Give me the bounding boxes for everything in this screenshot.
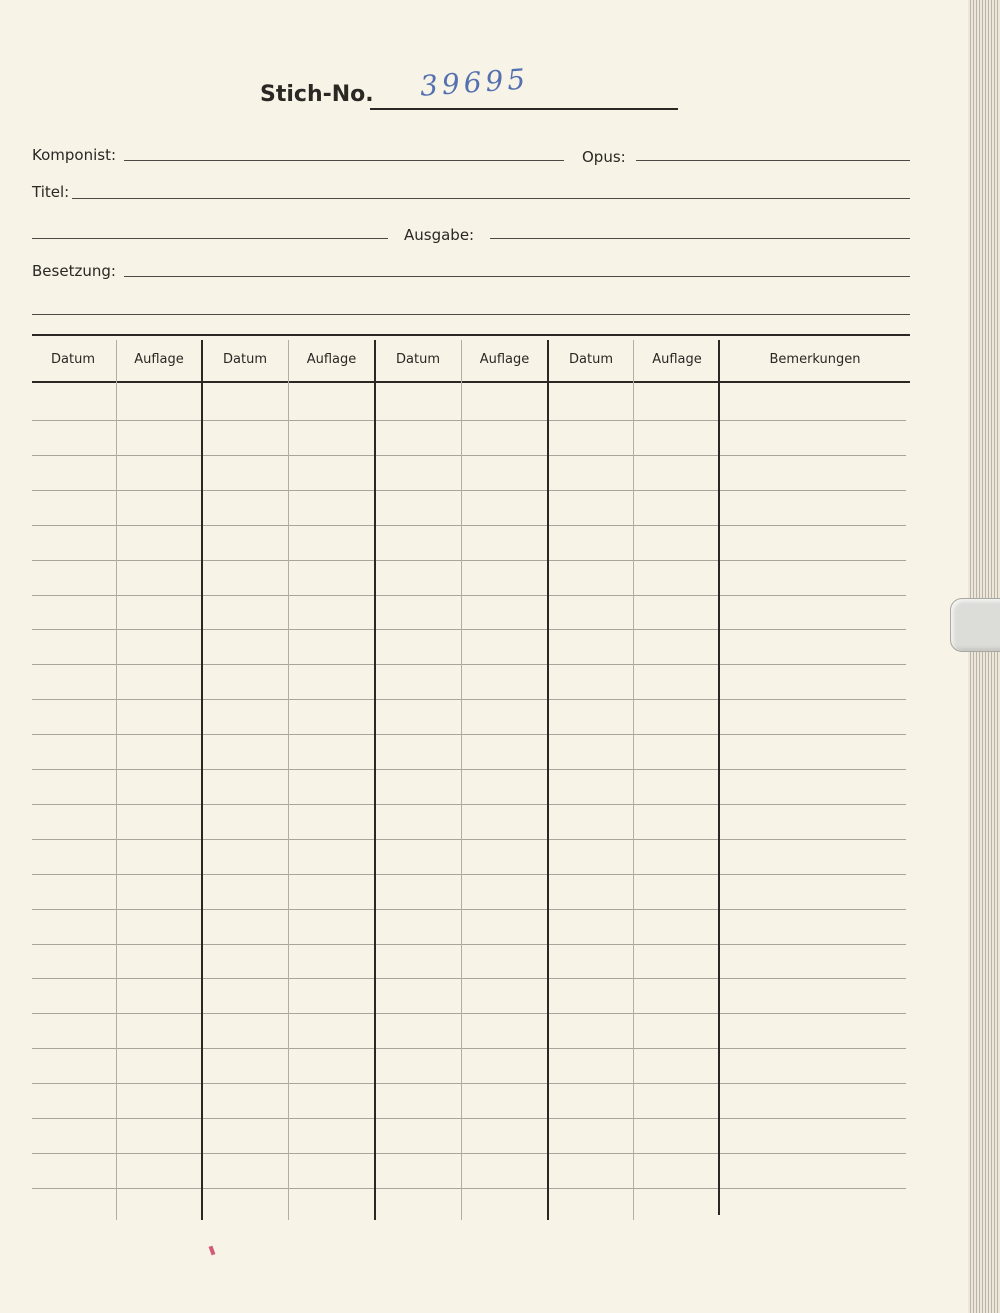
column-header-auflage-1: Auflage: [134, 352, 184, 367]
ausgabe-line: [490, 238, 910, 239]
column-divider: [633, 340, 634, 1220]
table-row-rule: [32, 874, 906, 875]
titel-continuation-line: [32, 238, 388, 239]
table-row-rule: [32, 769, 906, 770]
ausgabe-label: Ausgabe:: [404, 226, 475, 244]
table-row-rule: [32, 1048, 906, 1049]
besetzung-continuation-line: [32, 314, 910, 315]
column-header-auflage-3: Auflage: [479, 352, 530, 367]
opus-label: Opus:: [582, 148, 626, 166]
table-row-rule: [32, 420, 906, 421]
column-header-datum-4: Datum: [569, 352, 613, 367]
table-row-rule: [32, 595, 906, 596]
column-header-auflage-2: Auflage: [306, 352, 357, 367]
column-divider: [288, 340, 289, 1220]
column-divider: [116, 340, 117, 1220]
stich-no-label: Stich-No.: [260, 82, 374, 107]
table-row-rule: [32, 525, 906, 526]
besetzung-label: Besetzung:: [32, 262, 116, 280]
komponist-line: [124, 160, 564, 161]
table-row-rule: [32, 699, 906, 700]
komponist-label: Komponist:: [32, 146, 117, 164]
column-divider: [461, 340, 462, 1220]
opus-line: [636, 160, 910, 161]
column-divider: [718, 340, 720, 1215]
column-divider: [201, 340, 203, 1220]
titel-label: Titel:: [32, 183, 70, 201]
table-row-rule: [32, 909, 906, 910]
table-row-rule: [32, 1153, 906, 1154]
titel-line: [72, 198, 910, 199]
stacked-page-edges: [968, 0, 1000, 1313]
table-header-rule: [32, 381, 910, 383]
table-row-rule: [32, 978, 906, 979]
table-row-rule: [32, 1118, 906, 1119]
table-row-rule: [32, 839, 906, 840]
column-header-datum-3: Datum: [396, 352, 440, 367]
table-row-rule: [32, 490, 906, 491]
column-header-datum-1: Datum: [51, 352, 95, 367]
table-row-rule: [32, 734, 906, 735]
table-row-rule: [32, 455, 906, 456]
column-divider: [374, 340, 376, 1220]
table-row-rule: [32, 664, 906, 665]
table-row-rule: [32, 1083, 906, 1084]
besetzung-line: [124, 276, 910, 277]
table-row-rule: [32, 560, 906, 561]
binder-tab: [950, 598, 1000, 652]
ink-speck: [209, 1246, 216, 1256]
stich-no-line: [370, 108, 678, 110]
column-header-auflage-4: Auflage: [652, 352, 702, 367]
column-header-bemerkungen: Bemerkungen: [769, 352, 861, 367]
stich-number-handwritten: 39695: [418, 62, 531, 103]
table-row-rule: [32, 629, 906, 630]
column-header-datum-2: Datum: [223, 352, 267, 367]
table-top-rule: [32, 334, 910, 336]
table-row-rule: [32, 1188, 906, 1189]
table-row-rule: [32, 944, 906, 945]
column-divider: [547, 340, 549, 1220]
table-row-rule: [32, 1013, 906, 1014]
table-row-rule: [32, 804, 906, 805]
